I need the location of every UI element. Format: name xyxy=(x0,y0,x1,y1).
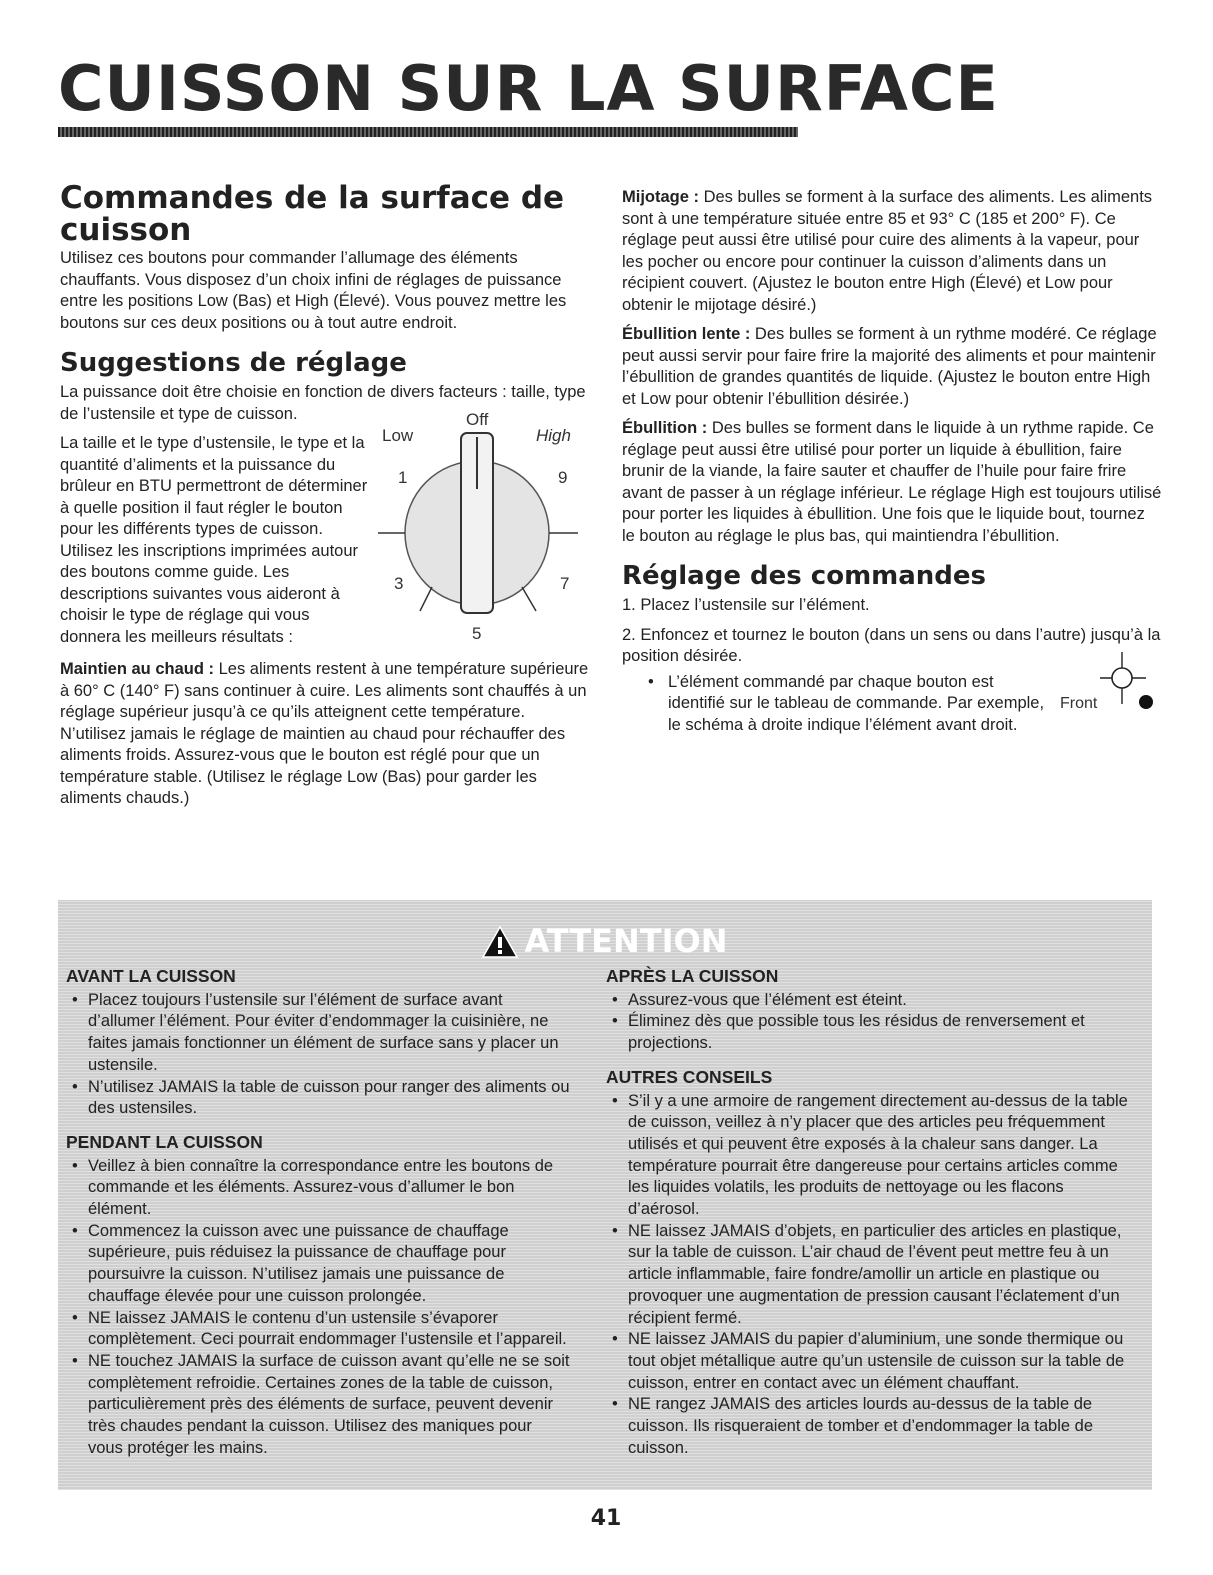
list-item: • NE touchez JAMAIS la surface de cuisson avant qu’elle ne se soit complètement refroidie. Certaines zones de la table de cuisson, particulièrement près des éléments de surface, peuvent devenir très chaudes pendant la cuisson. Utilisez des maniques pour vous protéger les mains. xyxy=(66,1351,571,1460)
attention-left-column xyxy=(66,966,571,1471)
dial-label-3: 3 xyxy=(394,574,404,593)
dial-label-5: 5 xyxy=(472,624,482,643)
list-item: • NE laissez JAMAIS d’objets, en particulier des articles en plastique, sur la table de cuisson. L’air chaud de l’évent peut mettre feu à un article inflammable, faire fondre/amollir un article en plastique ou provoquer une augmentation de pression causant l’éclatement d’un récipient fermé. xyxy=(606,1221,1136,1330)
left-column xyxy=(60,182,590,818)
front-right-element-icon xyxy=(1139,695,1153,709)
boil-text: Des bulles se forment dans le liquide à un rythme rapide. Ce réglage peut aussi être utilisé pour porter un liquide à ébullition, faire brunir de la viande, la faire sauter et chauffer de l’huile pour faire frire avant de passer à un réglage inférieur. Le réglage High est toujours utilisé pour porter les liquides à ébullition. Une fois que le liquide bout, tournez le bouton au réglage le plus bas, qui maintiendra l’ébullition. xyxy=(622,419,1162,545)
bullet-icon: • xyxy=(648,672,654,691)
dial-label-9: 9 xyxy=(558,468,568,487)
boil-paragraph xyxy=(622,418,1162,547)
other-tips-list xyxy=(606,1091,1136,1460)
step-1: 1. Placez l’ustensile sur l’élément. xyxy=(622,596,870,614)
dial-label-high: High xyxy=(536,426,571,445)
controls-heading: Commandes de la surface de cuisson xyxy=(60,180,565,248)
during-cooking-list xyxy=(66,1156,571,1460)
list-item: • NE laissez JAMAIS du papier d’aluminium, une sonde thermique ou tout objet métallique autre qu’un ustensile de cuisson sur la table de cuisson, entrer en contact avec un élément chauffant. xyxy=(606,1329,1136,1394)
list-item: • Commencez la cuisson avec une puissance de chauffage supérieure, puis réduisez la puissance de chauffage pour poursuivre la cuisson. N’utilisez jamais une puissance de chauffage élevée pour une cuisson prolongée. xyxy=(66,1221,571,1308)
simmer-paragraph xyxy=(622,187,1162,316)
slow-boil-text: Des bulles se forment à un rythme modéré. Ce réglage peut aussi servir pour faire frire la majorité des aliments et pour maintenir l’ébullition de grandes quantités de liquide. (Ajustez le bouton entre High et Low pour obtenir l’ébullition désirée.) xyxy=(622,325,1157,408)
list-item: • NE laissez JAMAIS le contenu d’un ustensile s’évaporer complètement. Ceci pourrait endommager l’ustensile et l’appareil. xyxy=(66,1308,571,1351)
dial-label-off: Off xyxy=(466,410,489,429)
right-column xyxy=(622,187,1162,744)
dial-label-1: 1 xyxy=(398,468,408,487)
slow-boil-lead: Ébullition lente : xyxy=(622,325,755,343)
other-tips-heading: AUTRES CONSEILS xyxy=(606,1066,773,1087)
keep-warm-text: Les aliments restent à une température supérieure à 60° C (140° F) sans continuer à cuire. Les aliments sont chauffés à un réglage supérieur jusqu’à ce qu’ils atteignent cette température. N’utilisez jamais le réglage de maintien au chaud pour réchauffer des aliments froids. Assurez-vous que le bouton est réglé pour que un température stable. (Utilisez le réglage Low (Bas) pour garder les aliments chauds.) xyxy=(60,660,589,807)
keep-warm-paragraph xyxy=(60,659,590,810)
during-cooking-heading: PENDANT LA CUISSON xyxy=(66,1131,263,1152)
page-title: CUISSON SUR LA SURFACE xyxy=(58,52,999,125)
simmer-text: Des bulles se forment à la surface des aliments. Les aliments sont à une température située entre 85 et 93° C (185 et 200° F). Ce réglage peut aussi être utilisé pour cuire des aliments à la vapeur, pour les pocher ou encore pour continuer la cuisson d’aliments dans un récipient couvert. (Ajustez le bouton entre High (Élevé) et Low pour obtenir le mijotage désiré.) xyxy=(622,188,1153,314)
attention-header xyxy=(58,916,1152,966)
controls-intro: Utilisez ces boutons pour commander l’allumage des éléments chauffants. Vous disposez d’un choix infini de réglages de puissance entre les positions Low (Bas) et High (Élevé). Vous pouvez mettre les boutons sur ces deux positions ou à tout autre endroit. xyxy=(60,249,567,332)
list-item: • Éliminez dès que possible tous les résidus de renversement et projections. xyxy=(606,1011,1136,1054)
step-2-text: 2. Enfoncez et tournez le bouton (dans un sens ou dans l’autre) jusqu’à la position désirée. xyxy=(622,625,1161,665)
boil-lead: Ébullition : xyxy=(622,419,712,437)
dial-description: La taille et le type d’ustensile, le type et la quantité d’aliments et la puissance du brûleur en BTU permettront de déterminer à quelle position il faut régler le bouton pour les différents types de cuisson. Utilisez les inscriptions imprimées autour des boutons comme guide. Les descriptions suivantes vous aideront à choisir le type de réglage qui vous donnera les meilleurs résultats : xyxy=(60,434,368,646)
step-2 xyxy=(622,625,1162,737)
list-item: • Placez toujours l’ustensile sur l’élément de surface avant d’allumer l’élément. Pour éviter d’endommager la cuisinière, ne faites jamais fonctionner un élément de surface sans y placer un ustensile. xyxy=(66,990,571,1077)
list-item: • NE rangez JAMAIS des articles lourds au-dessus de la table de cuisson. Ils risqueraient de tomber et d’endommager la table de cuisson. xyxy=(606,1394,1136,1459)
before-cooking-list xyxy=(66,990,571,1120)
element-location-diagram xyxy=(1060,648,1170,720)
list-item: • Assurez-vous que l’élément est éteint. xyxy=(606,990,1136,1012)
list-item: • Veillez à bien connaître la correspondance entre les boutons de commande et les éléments. Assurez-vous d’allumer le bon élément. xyxy=(66,1156,571,1221)
page-number: 41 xyxy=(590,1506,622,1531)
slow-boil-paragraph xyxy=(622,324,1162,410)
dial-block xyxy=(60,410,590,659)
simmer-lead: Mijotage : xyxy=(622,188,704,206)
after-cooking-list xyxy=(606,990,1136,1055)
steps-list xyxy=(622,595,1162,736)
step-2-note xyxy=(622,672,1162,737)
keep-warm-lead: Maintien au chaud : xyxy=(60,660,219,678)
knob-icon xyxy=(378,433,578,613)
suggestions-heading: Suggestions de réglage xyxy=(60,348,407,378)
dial-label-low: Low xyxy=(382,426,414,445)
list-item: • S’il y a une armoire de rangement directement au-dessus de la table de cuisson, veillez à n’y placer que des articles peu fréquemment utilisés et qui peuvent être exposés à la chaleur sans danger. La température pourrait être dangereuse pour certains articles comme les liquides volatils, les produits de nettoyage ou les flacons d’aérosol. xyxy=(606,1091,1136,1221)
dial-label-7: 7 xyxy=(560,574,570,593)
step-2-note-text: L’élément commandé par chaque bouton est identifié sur le tableau de commande. Par exemple, le schéma à droite indique l’élément avant droit. xyxy=(668,672,1045,734)
settings-heading: Réglage des commandes xyxy=(622,561,987,591)
title-rule xyxy=(58,127,798,137)
control-knob-diagram xyxy=(378,397,588,667)
attention-title: ATTENTION xyxy=(524,922,728,960)
attention-box xyxy=(58,900,1152,1490)
warning-icon xyxy=(482,926,518,958)
after-cooking-heading: APRÈS LA CUISSON xyxy=(606,966,779,986)
attention-right-column xyxy=(606,966,1136,1471)
suggestions-text: La puissance doit être choisie en fonction de divers facteurs : taille, type de l’ustensile et type de cuisson. xyxy=(60,383,586,423)
list-item: • N’utilisez JAMAIS la table de cuisson pour ranger des aliments ou des ustensiles. xyxy=(66,1077,571,1120)
front-label: Front xyxy=(1060,694,1098,712)
before-cooking-heading: AVANT LA CUISSON xyxy=(66,966,236,986)
